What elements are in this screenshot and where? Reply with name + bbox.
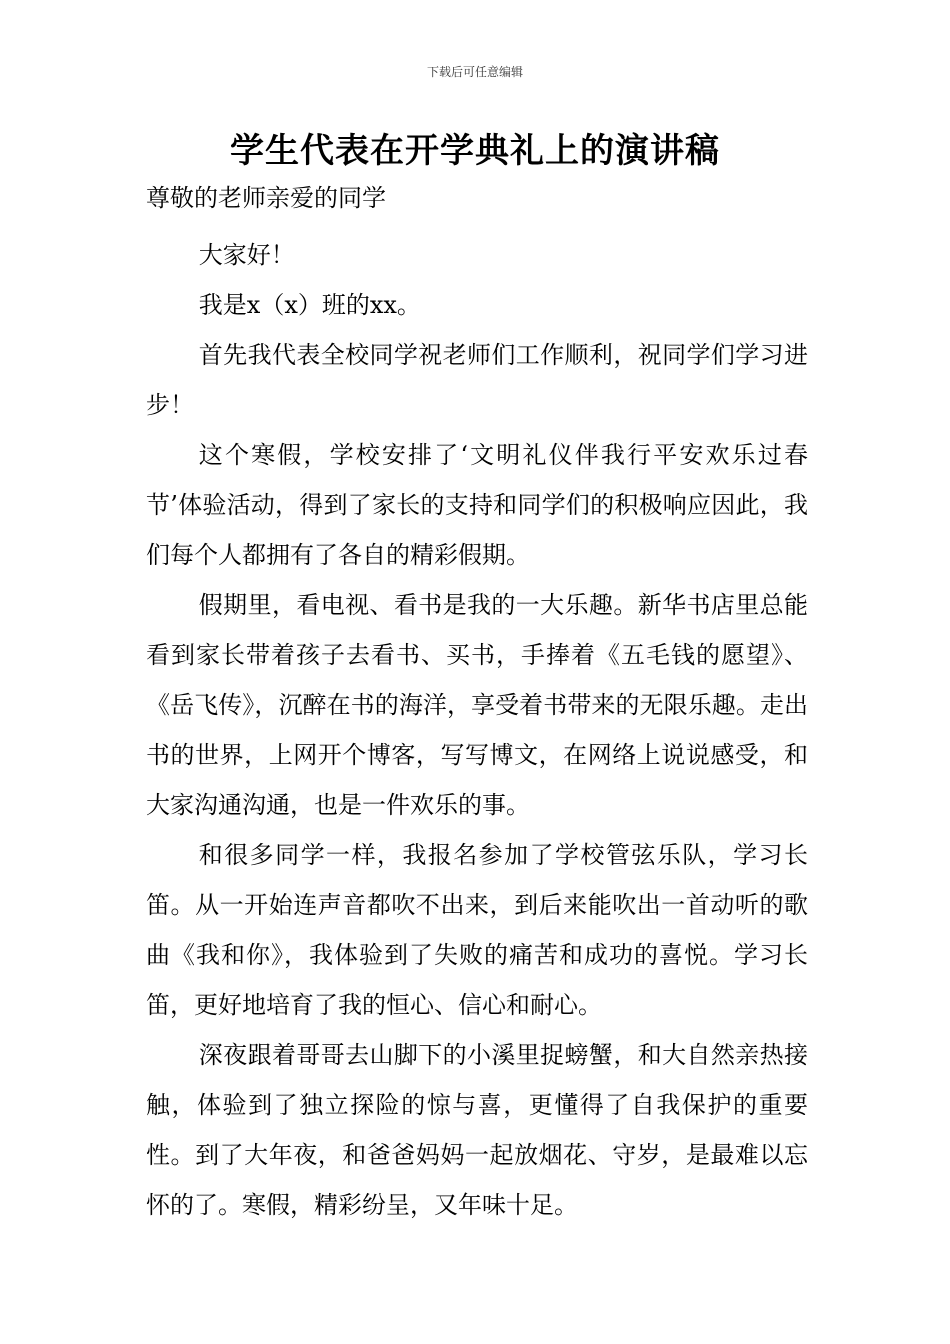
header-note: 下载后可任意编辑 — [426, 65, 523, 79]
document-body — [146, 230, 808, 1230]
paragraph-flute: 和很多同学一样，我报名参加了学校管弦乐队，学习长笛。从一开始连声音都吹不出来，到后来能吹出一首动听的歌曲《我和你》，我体验到了失败的痛苦和成功的喜悦。学习长笛，更好地培育了我的恒心、信心和耐心。 — [146, 841, 808, 1019]
paragraph-introduction: 我是x（x）班的xx。 — [198, 291, 421, 319]
paragraph-winter-activity: 这个寒假，学校安排了‘文明礼仪伴我行平安欢乐过春节’体验活动，得到了家长的支持和同学们的积极响应因此，我们每个人都拥有了各自的精彩假期。 — [146, 441, 808, 569]
document-title: 学生代表在开学典礼上的演讲稿 — [230, 131, 720, 171]
salutation: 尊敬的老师亲爱的同学 — [146, 184, 386, 212]
paragraph-reading: 假期里，看电视、看书是我的一大乐趣。新华书店里总能看到家长带着孩子去看书、买书，手捧着《五毛钱的愿望》、《岳飞传》，沉醉在书的海洋，享受着书带来的无限乐趣。走出书的世界，上网开个博客，写写博文，在网络上说说感受，和大家沟通沟通，也是一件欢乐的事。 — [146, 591, 808, 819]
paragraph-crab-catching: 深夜跟着哥哥去山脚下的小溪里捉螃蟹，和大自然亲热接触，体验到了独立探险的惊与喜，更懂得了自我保护的重要性。到了大年夜，和爸爸妈妈一起放烟花、守岁，是最难以忘怀的了。寒假，精彩纷呈，又年味十足。 — [146, 1041, 808, 1219]
paragraph-wishes: 首先我代表全校同学祝老师们工作顺利，祝同学们学习进步！ — [146, 341, 808, 419]
paragraph-greeting: 大家好！ — [198, 241, 295, 269]
